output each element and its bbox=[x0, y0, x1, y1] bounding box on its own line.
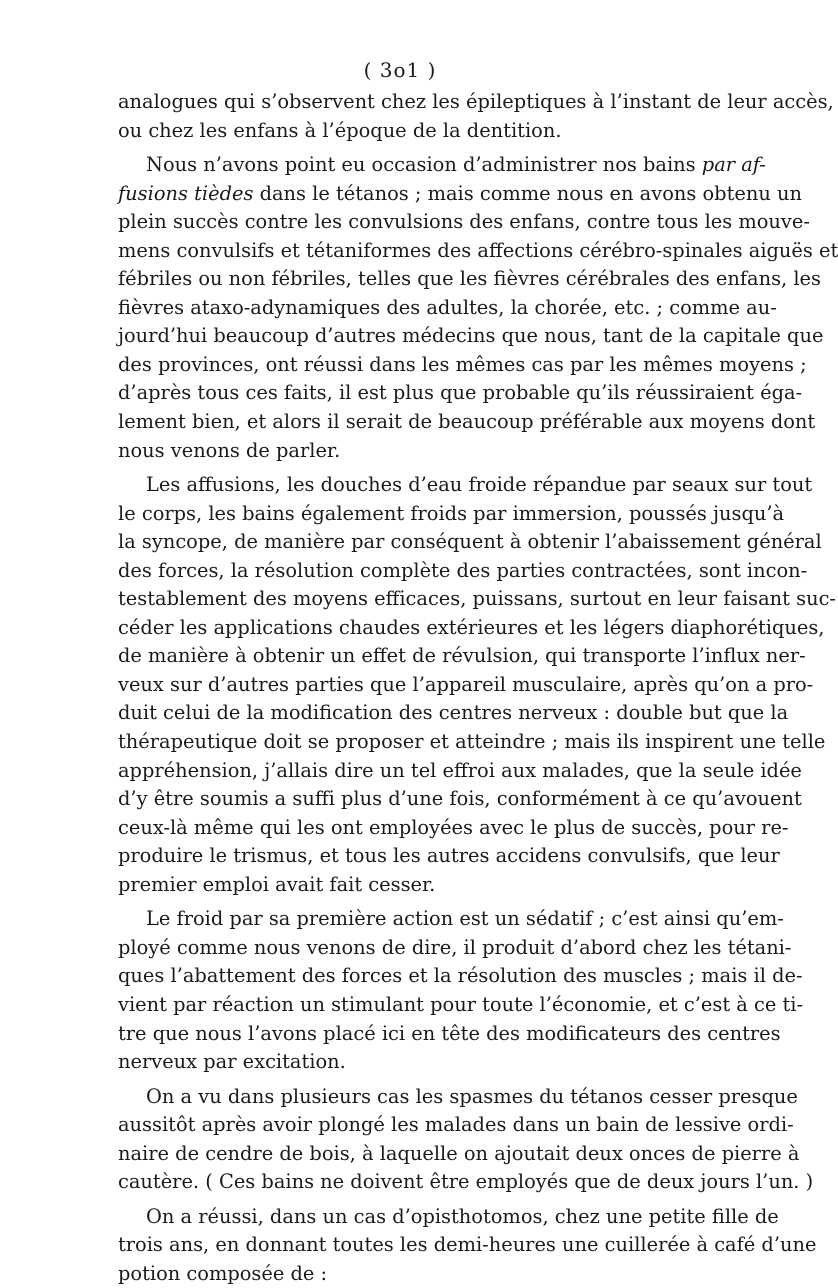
text-line: veux sur d’autres parties que l’appareil musculaire, après qu’on a pro- bbox=[118, 672, 814, 696]
text-line: le corps, les bains également froids par immersion, poussés jusqu’à bbox=[118, 501, 785, 525]
text-line: trois ans, en donnant toutes les demi-heures une cuillerée à café d’une bbox=[118, 1233, 817, 1257]
text-line: Le froid par sa première action est un sédatif ; c’est ainsi qu’em- bbox=[146, 907, 784, 931]
text-line: plein succès contre les convulsions des enfans, contre tous les mouve- bbox=[118, 210, 810, 234]
text-line: mens convulsifs et tétaniformes des affections cérébro-spinales aiguës et bbox=[118, 238, 838, 262]
text-line: naire de cendre de bois, à laquelle on ajoutait deux onces de pierre à bbox=[118, 1141, 800, 1165]
text-line: testablement des moyens efficaces, puissans, surtout en leur faisant suc- bbox=[118, 587, 836, 611]
text-line: fébriles ou non fébriles, telles que les fièvres cérébrales des enfans, les bbox=[118, 267, 821, 291]
text-line: d’y être soumis a suffi plus d’une fois, conformément à ce qu’avouent bbox=[118, 787, 802, 811]
text-line: fièvres ataxo-adynamiques des adultes, la chorée, etc. ; comme au- bbox=[118, 295, 777, 319]
text-line: des provinces, ont réussi dans les mêmes cas par les mêmes moyens ; bbox=[118, 352, 807, 376]
text-line: nous venons de parler. bbox=[118, 438, 341, 462]
paragraph bbox=[118, 88, 834, 145]
text-line: On a réussi, dans un cas d’opisthotomos, chez une petite fille de bbox=[146, 1204, 779, 1228]
text-line: potion composée de : bbox=[118, 1261, 328, 1285]
text-line: premier emploi avait fait cesser. bbox=[118, 872, 436, 896]
text-line: jourd’hui beaucoup d’autres médecins que nous, tant de la capitale que bbox=[118, 324, 824, 348]
text-line: la syncope, de manière par conséquent à obtenir l’abaissement général bbox=[118, 530, 822, 554]
text-line: nerveux par excitation. bbox=[118, 1050, 346, 1074]
text-line: aussitôt après avoir plongé les malades dans un bain de lessive ordi- bbox=[118, 1113, 794, 1137]
text-line: fusions tièdes dans le tétanos ; mais comme nous en avons obtenu un bbox=[118, 181, 802, 205]
paragraph bbox=[118, 471, 836, 899]
text-line: analogues qui s’observent chez les épileptiques à l’instant de leur accès, bbox=[118, 90, 834, 113]
text-line: duit celui de la modification des centres nerveux : double but que la bbox=[118, 701, 789, 725]
text-line: Nous n’avons point eu occasion d’administrer nos bains par af- bbox=[146, 153, 766, 177]
text-line: produire le trismus, et tous les autres accidens convulsifs, que leur bbox=[118, 844, 780, 868]
text-line: thérapeutique doit se proposer et atteindre ; mais ils inspirent une telle bbox=[118, 730, 826, 754]
text-line: lement bien, et alors il serait de beaucoup préférable aux moyens dont bbox=[118, 410, 816, 434]
text-line: des forces, la résolution complète des parties contractées, sont incon- bbox=[118, 558, 808, 582]
text-line: céder les applications chaudes extérieures et les légers diaphorétiques, bbox=[118, 615, 825, 639]
text-line: appréhension, j’allais dire un tel effroi aux malades, que la seule idée bbox=[118, 758, 802, 782]
text-line: ques l’abattement des forces et la résolution des muscles ; mais il de- bbox=[118, 964, 803, 988]
paragraph bbox=[118, 1083, 814, 1197]
text-line: On a vu dans plusieurs cas les spasmes du tétanos cesser presque bbox=[146, 1084, 798, 1108]
text-line: vient par réaction un stimulant pour toute l’économie, et c’est à ce ti- bbox=[118, 992, 804, 1016]
body-text bbox=[118, 88, 838, 1288]
paragraph bbox=[118, 1203, 817, 1288]
paragraph bbox=[118, 151, 838, 465]
text-line: ceux-là même qui les ont employées avec le plus de succès, pour re- bbox=[118, 815, 789, 839]
text-line: cautère. ( Ces bains ne doivent être employés que de deux jours l’un. ) bbox=[118, 1170, 814, 1194]
text-line: ou chez les enfans à l’époque de la dentition. bbox=[118, 118, 562, 142]
text-line: de manière à obtenir un effet de révulsion, qui transporte l’influx ner- bbox=[118, 644, 806, 668]
paragraph bbox=[118, 905, 804, 1076]
text-line: Les affusions, les douches d’eau froide répandue par seaux sur tout bbox=[146, 473, 813, 497]
text-line: tre que nous l’avons placé ici en tête des modificateurs des centres bbox=[118, 1021, 781, 1045]
page-number-header: ( 3o1 ) bbox=[363, 58, 437, 82]
text-line: d’après tous ces faits, il est plus que probable qu’ils réussiraient éga- bbox=[118, 381, 803, 405]
text-line: ployé comme nous venons de dire, il produit d’abord chez les tétani- bbox=[118, 935, 792, 959]
